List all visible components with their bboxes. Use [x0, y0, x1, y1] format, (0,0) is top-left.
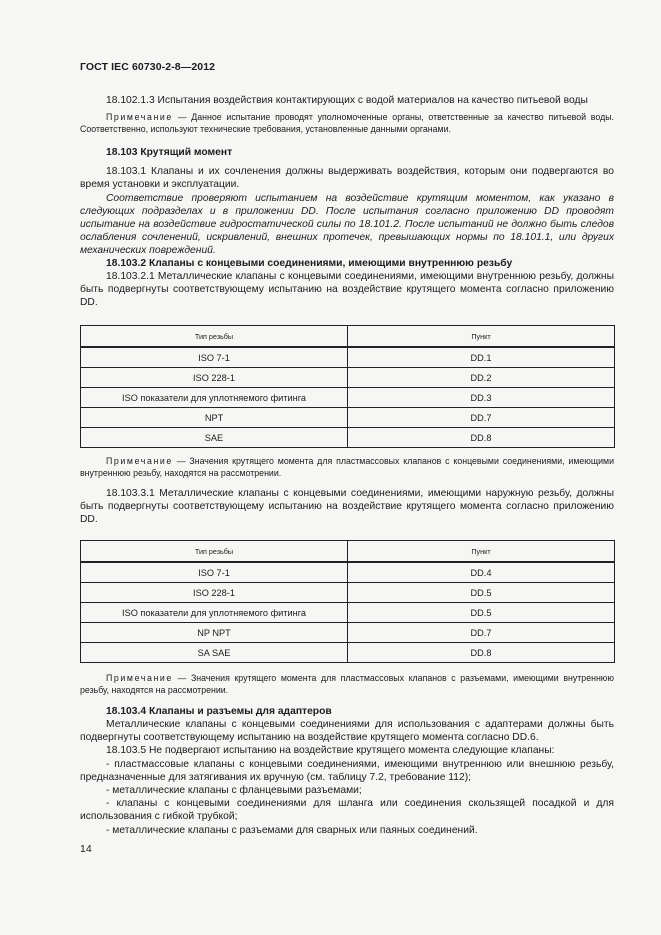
note-1-label: Примечание	[106, 112, 173, 122]
table-cell: NP NPT	[81, 623, 348, 643]
table-row	[81, 583, 615, 603]
table-row	[81, 603, 615, 623]
table-cell: DD.8	[348, 643, 615, 663]
table-row	[81, 562, 615, 583]
clause-18-103-1: 18.103.1 Клапаны и их сочленения должны выдерживать воздействия, которым они подвергаются во время установки и эксплуатации.	[80, 166, 614, 190]
table-cell: ISO показатели для уплотняемого фитинга	[81, 388, 348, 408]
list-item: - металлические клапаны с фланцевыми разъемами;	[106, 785, 362, 796]
table-cell: DD.4	[348, 562, 615, 583]
table-row	[81, 347, 615, 368]
table-cell: ISO 228-1	[81, 583, 348, 603]
compliance-text: Соответствие проверяют испытанием на воздействие крутящим моментом, как указано в следующих подразделах и в приложении DD. После испытания согласно приложению DD проводят испытание на воздействие гидростатической силы по 18.101.2. После испытаний не должно быть следов ослабления сочленений, искривлений, внешних протечек, превышающих нормы по 18.101.1, или других механических повреждений.	[80, 193, 614, 256]
table-row	[81, 408, 615, 428]
table-cell: SAE	[81, 428, 348, 448]
note-2-text: — Значения крутящего момента для пластмассовых клапанов с концевыми соединениями, имеющими внутреннюю резьбу, находятся на рассмотрении.	[80, 456, 614, 478]
heading-18-103-2: 18.103.2 Клапаны с концевыми соединениями, имеющими внутреннюю резьбу	[106, 258, 513, 269]
note-3-text: — Значения крутящего момента для пластмассовых клапанов с разъемами, имеющими внутреннюю резьбу, находятся на рассмотрении.	[80, 673, 614, 695]
page-number: 14	[80, 843, 92, 855]
table-row	[81, 388, 615, 408]
list-item: - металлические клапаны с разъемами для сварных или паяных соединений.	[106, 825, 478, 836]
clause-18-103-2-1: 18.103.2.1 Металлические клапаны с концевыми соединениями, имеющими внутреннюю резьбу, должны быть подвергнуты соответствующему испытанию на воздействие крутящего момента согласно приложению DD.	[80, 271, 614, 308]
table-cell: DD.5	[348, 603, 615, 623]
column-header-thread-type: Тип резьбы	[81, 326, 348, 348]
note-3	[80, 672, 614, 696]
heading-18-103-4: 18.103.4 Клапаны и разъемы для адаптеров	[106, 706, 332, 717]
table-row	[81, 428, 615, 448]
table-row	[81, 643, 615, 663]
table-cell: DD.7	[348, 408, 615, 428]
table-cell: ISO 7-1	[81, 562, 348, 583]
column-header-clause: Пункт	[348, 541, 615, 563]
table-header-row	[81, 541, 615, 563]
column-header-clause: Пункт	[348, 326, 615, 348]
clause-18-103-5: 18.103.5 Не подвергают испытанию на воздействие крутящего момента следующие клапаны:	[106, 745, 555, 756]
table-cell: DD.8	[348, 428, 615, 448]
table-cell: DD.3	[348, 388, 615, 408]
table-cell: ISO 7-1	[81, 347, 348, 368]
note-2-label: Примечание	[106, 456, 173, 466]
adapter-paragraph: Металлические клапаны с концевыми соединениями для использования с адаптерами должны быть подвергнуты соответствующему испытанию на воздействие крутящего момента согласно DD.6.	[80, 719, 614, 743]
clause-18-102-1-3: 18.102.1.3 Испытания воздействия контактирующих с водой материалов на качество питьевой воды	[106, 95, 588, 106]
note-1-text: — Данное испытание проводят уполномоченные органы, ответственные за качество питьевой воды. Соответственно, используют технические требования, установленные данными органами.	[80, 112, 614, 134]
table-row	[81, 623, 615, 643]
table-cell: DD.2	[348, 368, 615, 388]
table-cell: NPT	[81, 408, 348, 428]
list-item: - пластмассовые клапаны с концевыми соединениями, имеющими внутреннюю или внешнюю резьбу, предназначенные для затягивания их вручную (см. таблицу 7.2, требование 112);	[80, 759, 614, 783]
standard-header: ГОСТ IEC 60730-2-8—2012	[80, 61, 216, 73]
note-2	[80, 455, 614, 479]
heading-18-103: 18.103 Крутящий момент	[106, 147, 233, 158]
table-cell: DD.1	[348, 347, 615, 368]
thread-table-2	[80, 540, 615, 663]
clause-18-103-3-1: 18.103.3.1 Металлические клапаны с концевыми соединениями, имеющими наружную резьбу, должны быть подвергнуты соответствующему испытанию на воздействие крутящего момента согласно приложению DD.	[80, 488, 614, 525]
table-cell: SA SAE	[81, 643, 348, 663]
note-3-label: Примечание	[106, 673, 173, 683]
table-header-row	[81, 326, 615, 348]
table-cell: DD.7	[348, 623, 615, 643]
table-cell: ISO показатели для уплотняемого фитинга	[81, 603, 348, 623]
list-item: - клапаны с концевыми соединениями для шланга или соединения скользящей посадкой и для использования с гибкой трубкой;	[80, 798, 614, 822]
note-1	[80, 111, 614, 135]
table-cell: ISO 228-1	[81, 368, 348, 388]
thread-table-1	[80, 325, 615, 448]
table-row	[81, 368, 615, 388]
table-cell: DD.5	[348, 583, 615, 603]
column-header-thread-type: Тип резьбы	[81, 541, 348, 563]
